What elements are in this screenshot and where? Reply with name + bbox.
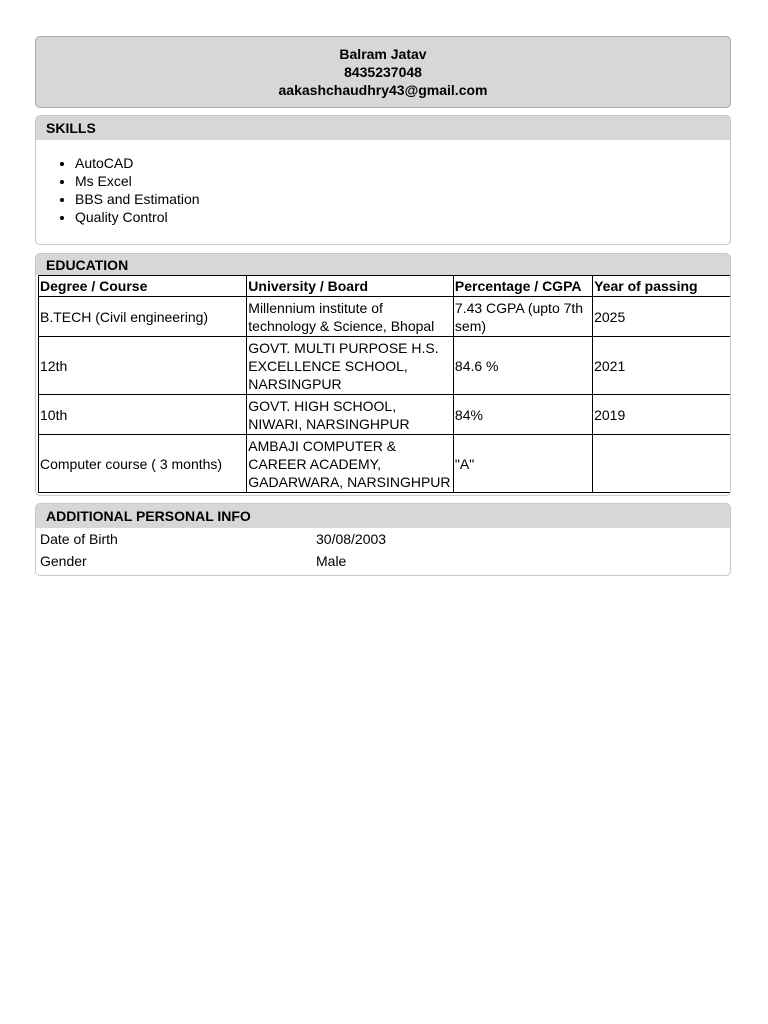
education-table	[38, 275, 731, 493]
table-cell: 7.43 CGPA (upto 7th sem)	[453, 297, 592, 337]
table-cell: 12th	[39, 337, 247, 395]
table-cell: 2025	[593, 297, 731, 337]
table-cell: Computer course ( 3 months)	[39, 435, 247, 493]
column-header: Year of passing	[593, 276, 731, 297]
table-cell: "A"	[453, 435, 592, 493]
table-cell: 10th	[39, 395, 247, 435]
table-row	[39, 297, 732, 337]
header-panel	[35, 36, 731, 108]
table-cell: AMBAJI COMPUTER & CAREER ACADEMY, GADARWARA, NARSINGHPUR	[247, 435, 454, 493]
skill-item: • Ms Excel	[75, 172, 730, 190]
column-header: University / Board	[247, 276, 454, 297]
column-header: Percentage / CGPA	[453, 276, 592, 297]
table-cell: Millennium institute of technology & Science, Bhopal	[247, 297, 454, 337]
info-row-dob	[36, 528, 730, 550]
additional-info-title: ADDITIONAL PERSONAL INFO	[36, 504, 730, 528]
table-cell: 2021	[593, 337, 731, 395]
table-cell: 84%	[453, 395, 592, 435]
table-cell: GOVT. MULTI PURPOSE H.S. EXCELLENCE SCHOOL, NARSINGPUR	[247, 337, 454, 395]
skill-item: • AutoCAD	[75, 154, 730, 172]
skills-title: SKILLS	[36, 116, 730, 140]
column-header: Degree / Course	[39, 276, 247, 297]
candidate-phone: 8435237048	[344, 64, 422, 80]
table-cell: GOVT. HIGH SCHOOL, NIWARI, NARSINGHPUR	[247, 395, 454, 435]
skill-item: • Quality Control	[75, 208, 730, 226]
table-row	[39, 395, 732, 435]
skill-item: • BBS and Estimation	[75, 190, 730, 208]
info-row-gender	[36, 550, 730, 572]
table-cell: 84.6 %	[453, 337, 592, 395]
candidate-email: aakashchaudhry43@gmail.com	[278, 82, 488, 98]
table-cell	[593, 435, 731, 493]
table-cell: B.TECH (Civil engineering)	[39, 297, 247, 337]
table-cell: 2019	[593, 395, 731, 435]
info-label: Date of Birth	[40, 531, 118, 547]
table-header-row	[39, 276, 732, 297]
skills-list	[36, 154, 730, 226]
education-title: EDUCATION	[36, 254, 730, 275]
table-row	[39, 435, 732, 493]
additional-info-section	[35, 503, 731, 576]
skills-section	[35, 115, 731, 245]
education-section	[35, 253, 731, 496]
info-label: Gender	[40, 553, 87, 569]
table-row	[39, 337, 732, 395]
candidate-name: Balram Jatav	[339, 46, 427, 62]
info-value: 30/08/2003	[316, 531, 387, 547]
info-value: Male	[316, 553, 347, 569]
